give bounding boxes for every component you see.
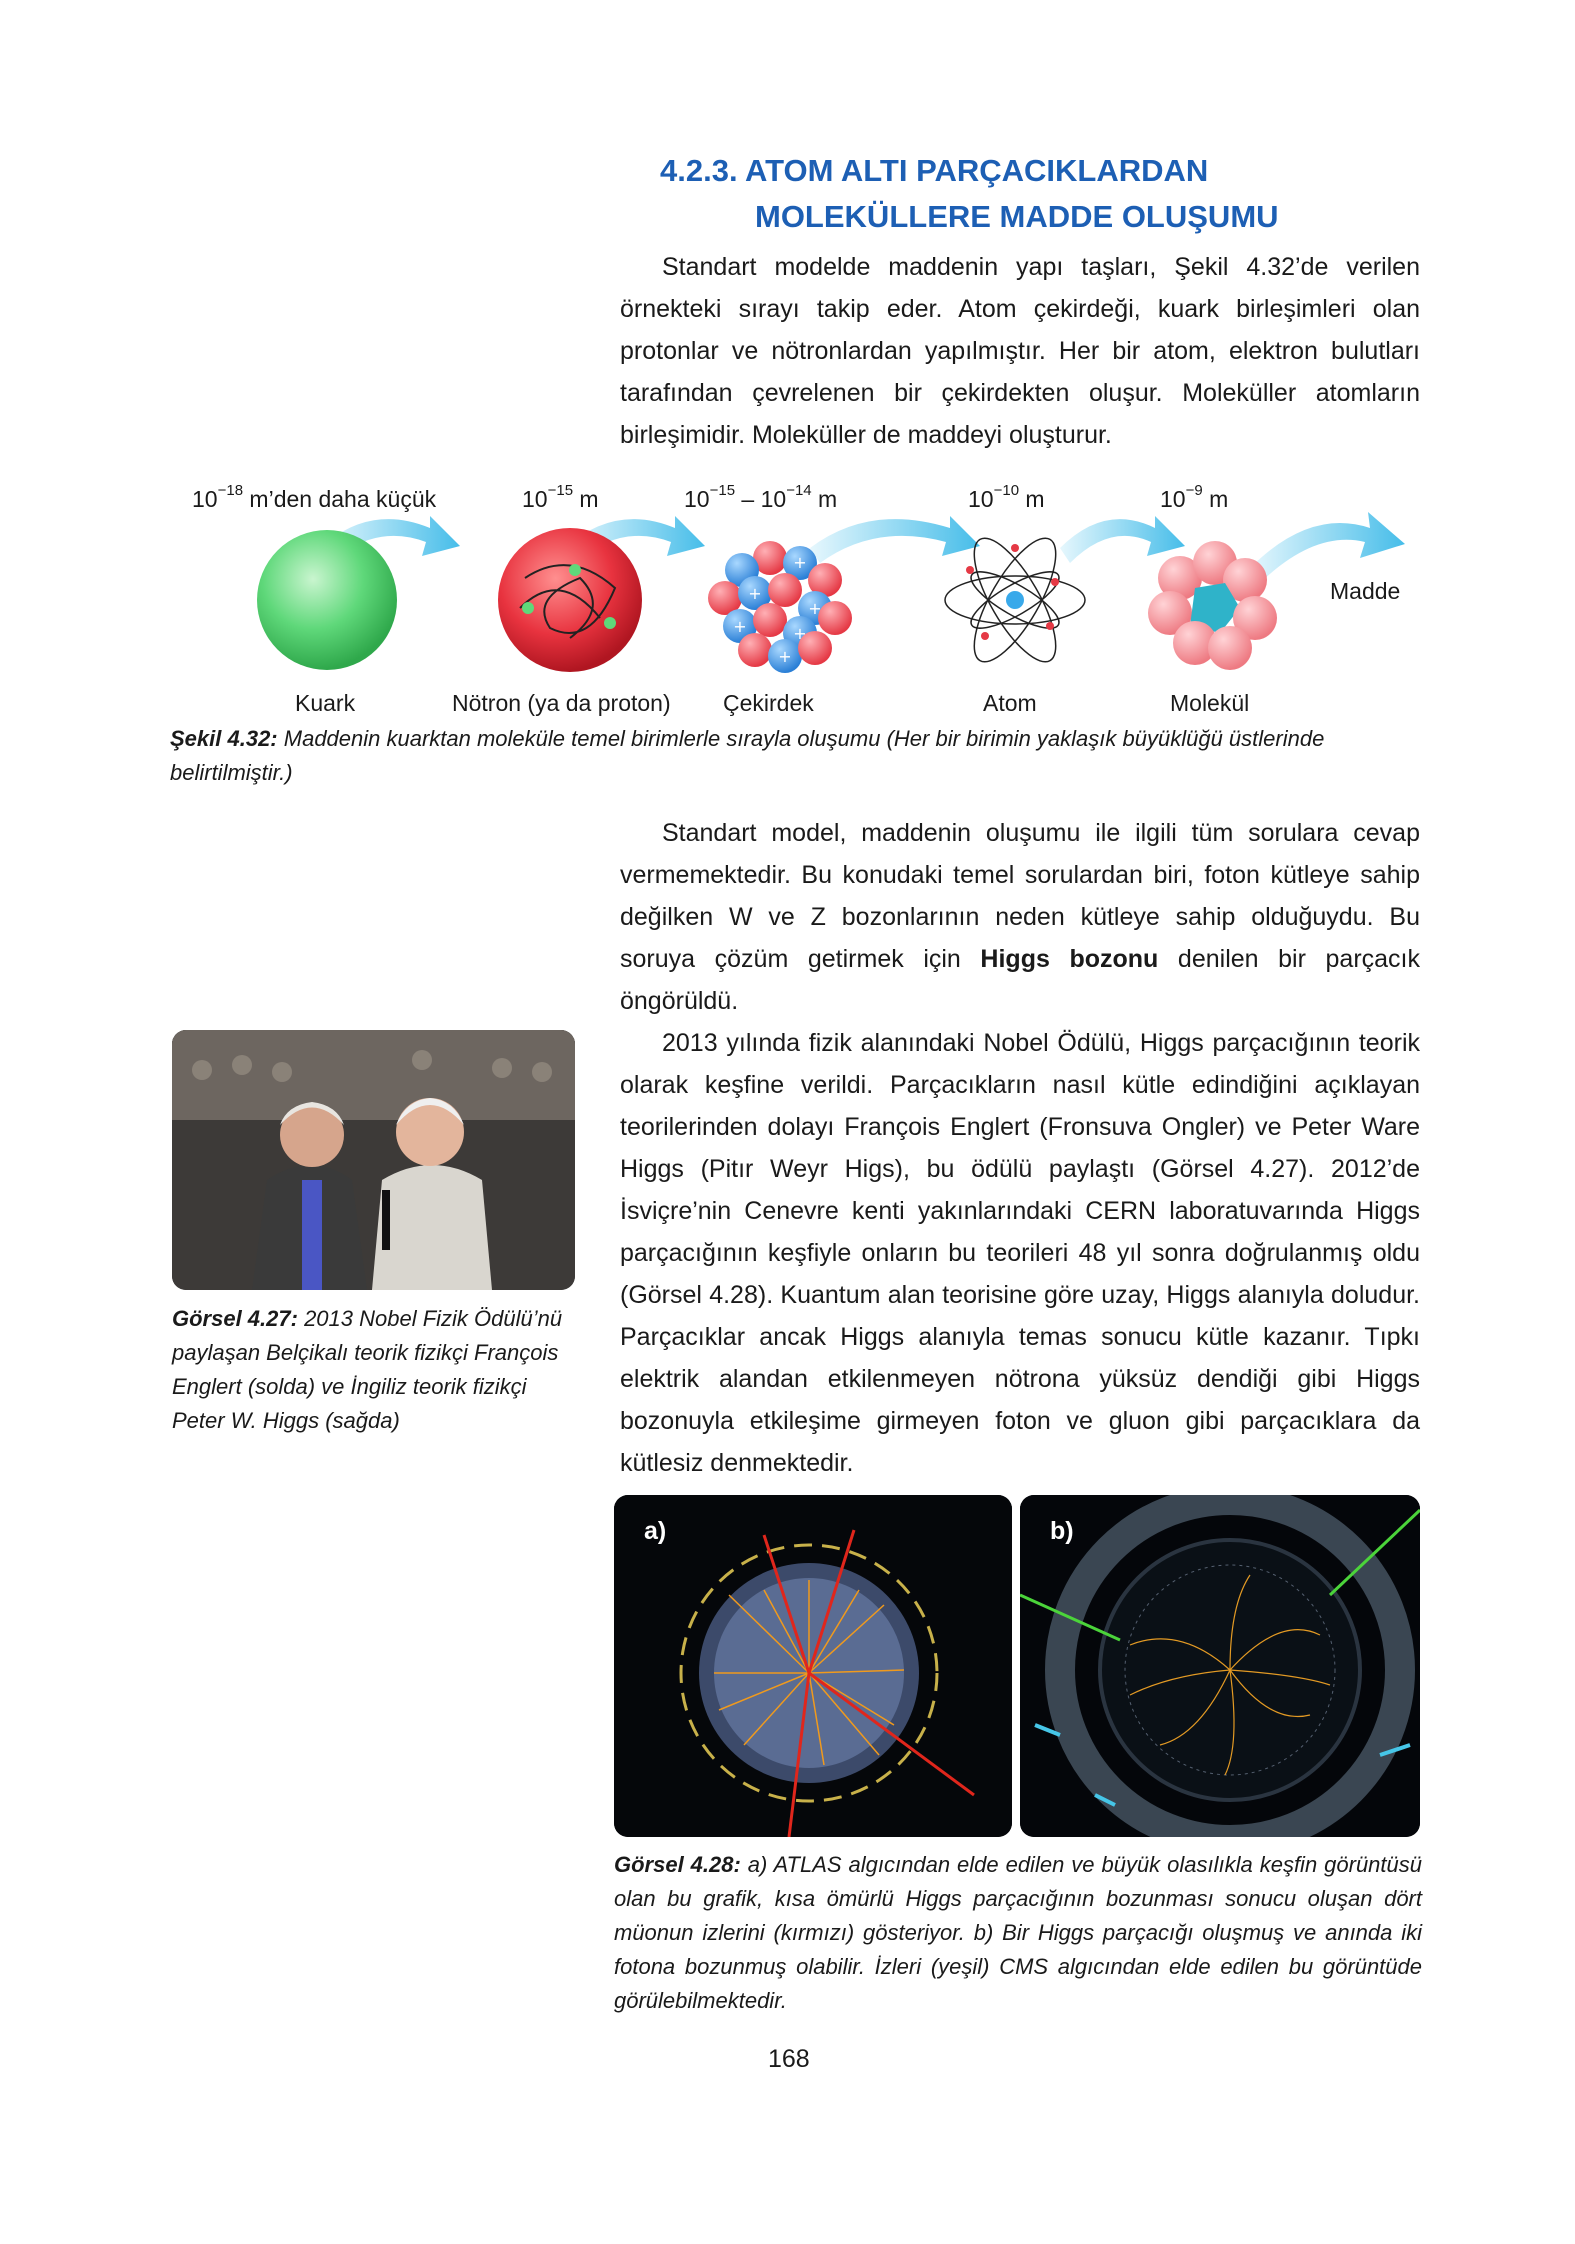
size-label-nucleus: $10^{-15} - 10^{-14}$ m	[684, 482, 838, 512]
nucleus-cluster	[708, 541, 852, 673]
svg-text:+: +	[793, 553, 807, 572]
svg-text:+: +	[778, 647, 792, 666]
neutron-sphere	[498, 528, 642, 672]
photo-englert-higgs	[172, 1030, 575, 1290]
label-molecule: Molekül	[1170, 690, 1250, 716]
figure-4-27-caption: Görsel 4.27: 2013 Nobel Fizik Ödülü’nü paylaşan Belçikalı teorik fizikçi François Englert (solda) ve İngiliz teorik fizikçi Peter W. Higgs (sağda)	[172, 1306, 563, 1433]
particle-sequence-diagram	[170, 508, 1410, 673]
cms-event-panel	[1020, 1495, 1420, 1837]
arrow-nucleus-to-atom	[810, 516, 980, 563]
label-matter: Madde	[1330, 578, 1401, 604]
figure-4-28-caption: Görsel 4.28: a) ATLAS algıcından elde edilen ve büyük olasılıkla keşfin görüntüsü olan bu grafik, kısa ömürlü Higgs parçacığının bozunması sonucu oluşan dört müonun izlerini (kırmızı) gösteriyor. b) Bir Higgs parçacığı oluşmuş ve anında iki fotona bozunmuş olabilir. İzleri (yeşil) CMS algıcından elde edilen bu görüntüde görülebilmektedir.	[614, 1852, 1422, 2013]
svg-text:+: +	[733, 617, 747, 636]
figure-4-32-caption: Şekil 4.32: Maddenin kuarktan moleküle temel birimlerle sırayla oluşumu (Her bir birimin yaklaşık büyüklüğü üstlerinde belirtilmiştir.)	[170, 726, 1325, 785]
size-label-quark: $10^{-18}$ m’den daha küçük	[192, 482, 437, 512]
size-label-atom: $10^{-10}$ m	[968, 482, 1045, 512]
figure-4-32	[170, 478, 1410, 718]
section-title-line2: MOLEKÜLLERE MADDE OLUŞUMU	[755, 199, 1279, 234]
section-title-line1: 4.2.3. ATOM ALTI PARÇACIKLARDAN	[660, 153, 1209, 188]
label-neutron: Nötron (ya da proton)	[452, 690, 671, 716]
paragraph-nobel: 2013 yılında fizik alanındaki Nobel Ödülü, Higgs parçacığının teorik olarak keşfine verildi. Parçacıkların nasıl kütle edindiğini açıklayan teorilerinden dolayı François Englert (Fronsuva Ongler) ve Peter Ware Higgs (Pitır Weyr Higs), bu ödülü paylaştı (Görsel 4.27). 2012’de İsviçre’nin Cenevre kenti yakınlarındaki CERN laboratuvarında Higgs parçacığının keşfiyle onların bu teorileri 48 yıl sonra doğrulanmış oldu (Görsel 4.28). Kuantum alan teorisine göre uzay, Higgs alanıyla doludur. Parçacıklar ancak Higgs alanıyla temas sonucu kütle kazanır. Tıpkı elektrik alandan etkilenmeyen nötrona yüksüz dendiği gibi Higgs bozonuyla etkileşime girmeyen foton ve gluon gibi parçacıklara da kütlesiz denmektedir.	[620, 1029, 1420, 1477]
arrow-molecule-to-matter	[1250, 512, 1405, 583]
label-quark: Kuark	[295, 690, 356, 716]
label-nucleus: Çekirdek	[723, 690, 814, 716]
panel-b-label: b)	[1050, 1517, 1074, 1545]
atlas-event-panel	[614, 1495, 1012, 1837]
intro-paragraph: Standart modelde maddenin yapı taşları, Şekil 4.32’de verilen örnekteki sırayı takip eder. Atom çekirdeği, kuark birleşimleri olan protonlar ve nötronlardan yapılmıştır. Her bir atom, elektron bulutları tarafından çevrelenen bir çekirdekten oluşur. Moleküller atomların birleşimidir. Moleküller de maddeyi oluşturur.	[620, 253, 1420, 449]
svg-text:+: +	[748, 584, 762, 603]
size-label-neutron: $10^{-15}$ m	[522, 482, 599, 512]
page-number: 168	[768, 2045, 810, 2073]
label-atom: Atom	[983, 690, 1037, 716]
section-heading	[660, 148, 1420, 240]
svg-text:+: +	[793, 624, 807, 643]
arrow-atom-to-molecule	[1060, 516, 1185, 563]
quark-sphere	[257, 530, 397, 670]
higgs-term: Higgs bozonu	[980, 945, 1159, 973]
svg-text:+: +	[808, 599, 822, 618]
panel-a-label: a)	[644, 1517, 667, 1545]
size-label-molecule: $10^{-9}$ m	[1160, 482, 1229, 512]
paragraph-higgs-intro: Standart model, maddenin oluşumu ile ilgili tüm sorulara cevap vermemektedir. Bu konudaki temel sorulardan biri, foton kütleye sahip değilken W ve Z bozonlarının neden kütleye sahip olduğuydu. Bu soruya çözüm getirmek için Higgs bozonu denilen bir parçacık öngörüldü.	[620, 819, 1421, 1015]
molecule-cluster	[1148, 541, 1277, 670]
